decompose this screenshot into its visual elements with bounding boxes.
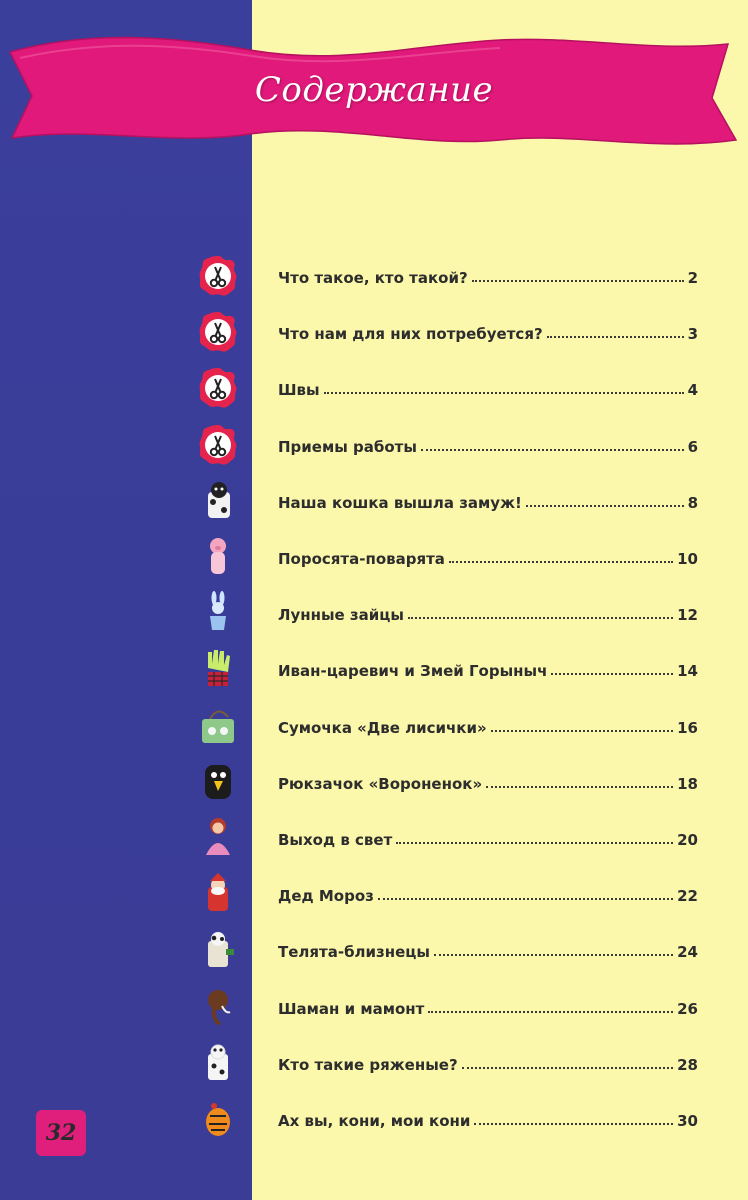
cat-puppet-icon <box>196 478 240 522</box>
toc-entry-title: Что нам для них потребуется? <box>278 325 543 343</box>
scissors-flower-icon <box>196 365 240 409</box>
dot-leader <box>551 673 673 675</box>
toc-entry-page: 3 <box>687 325 698 343</box>
dot-leader <box>449 561 673 563</box>
toc-entry[interactable] <box>278 426 698 456</box>
toc-entry-page: 28 <box>677 1056 698 1074</box>
toc-entry-title: Рюкзачок «Вороненок» <box>278 775 483 793</box>
dot-leader <box>474 1123 673 1125</box>
dot-leader <box>472 280 684 282</box>
toc-entry-title: Что такое, кто такой? <box>278 269 468 287</box>
mammoth-puppet-icon <box>196 984 240 1028</box>
toc-entry[interactable] <box>278 482 698 512</box>
toc-entry-title: Дед Мороз <box>278 887 374 905</box>
toc-entry-page: 30 <box>677 1112 698 1130</box>
toc-entry[interactable] <box>278 763 698 793</box>
dot-leader <box>434 954 673 956</box>
bag-icon <box>196 703 240 747</box>
dot-leader <box>378 898 673 900</box>
page-title: Содержание <box>254 70 494 110</box>
backpack-crow-icon <box>196 759 240 803</box>
toc-entry[interactable] <box>278 875 698 905</box>
toc-entry-title: Выход в свет <box>278 831 393 849</box>
toc-entry[interactable] <box>278 1100 698 1130</box>
toc-entry-page: 24 <box>677 943 698 961</box>
toc-entry-title: Лунные зайцы <box>278 606 404 624</box>
toc-entry[interactable] <box>278 988 698 1018</box>
toc-entry-page: 16 <box>677 719 698 737</box>
doll-puppet-icon <box>196 815 240 859</box>
toc-entry-page: 10 <box>677 550 698 568</box>
dot-leader <box>486 786 673 788</box>
pig-puppet-icon <box>196 534 240 578</box>
page-number: 32 <box>45 1120 77 1146</box>
dot-leader <box>421 449 684 451</box>
toc-entry[interactable] <box>278 369 698 399</box>
dot-leader <box>462 1067 673 1069</box>
glove-puppet-icon <box>196 646 240 690</box>
toc-entry[interactable] <box>278 538 698 568</box>
toc-entry-page: 14 <box>677 662 698 680</box>
calf-puppet-icon <box>196 927 240 971</box>
toc-entry-title: Кто такие ряженые? <box>278 1056 458 1074</box>
toc-entry-page: 18 <box>677 775 698 793</box>
dot-leader <box>526 505 684 507</box>
toc-entry[interactable] <box>278 819 698 849</box>
toc-entry[interactable] <box>278 594 698 624</box>
toc-entry-title: Швы <box>278 381 320 399</box>
santa-puppet-icon <box>196 871 240 915</box>
toc-entry-title: Приемы работы <box>278 438 417 456</box>
scissors-flower-icon <box>196 422 240 466</box>
dot-leader <box>324 392 684 394</box>
toc-entry-page: 6 <box>687 438 698 456</box>
dot-leader <box>428 1011 673 1013</box>
toc-entry[interactable] <box>278 707 698 737</box>
toc-entry-title: Шаман и мамонт <box>278 1000 425 1018</box>
toc-entry[interactable] <box>278 313 698 343</box>
bunny-puppet-icon <box>196 590 240 634</box>
toc-entry[interactable] <box>278 650 698 680</box>
toc-entry-title: Сумочка «Две лисички» <box>278 719 487 737</box>
scissors-flower-icon <box>196 253 240 297</box>
tiger-puppet-icon <box>196 1096 240 1140</box>
toc-entry-page: 26 <box>677 1000 698 1018</box>
toc-entry-page: 20 <box>677 831 698 849</box>
toc-entry-page: 12 <box>677 606 698 624</box>
dot-leader <box>491 730 673 732</box>
toc-entry-title: Наша кошка вышла замуж! <box>278 494 522 512</box>
toc-entry-title: Поросята-поварята <box>278 550 445 568</box>
toc-entry-title: Ах вы, кони, мои кони <box>278 1112 471 1130</box>
toc-entry-page: 22 <box>677 887 698 905</box>
cow-puppet-icon <box>196 1040 240 1084</box>
toc-entry-title: Иван-царевич и Змей Горыныч <box>278 662 548 680</box>
dot-leader <box>396 842 673 844</box>
toc-entry-page: 8 <box>687 494 698 512</box>
toc-entry[interactable] <box>278 931 698 961</box>
toc-entry-title: Телята-близнецы <box>278 943 430 961</box>
toc-entry[interactable] <box>278 257 698 287</box>
toc-entry-page: 2 <box>687 269 698 287</box>
scissors-flower-icon <box>196 309 240 353</box>
toc-entry-page: 4 <box>687 381 698 399</box>
toc-entry[interactable] <box>278 1044 698 1074</box>
dot-leader <box>547 336 684 338</box>
dot-leader <box>408 617 673 619</box>
